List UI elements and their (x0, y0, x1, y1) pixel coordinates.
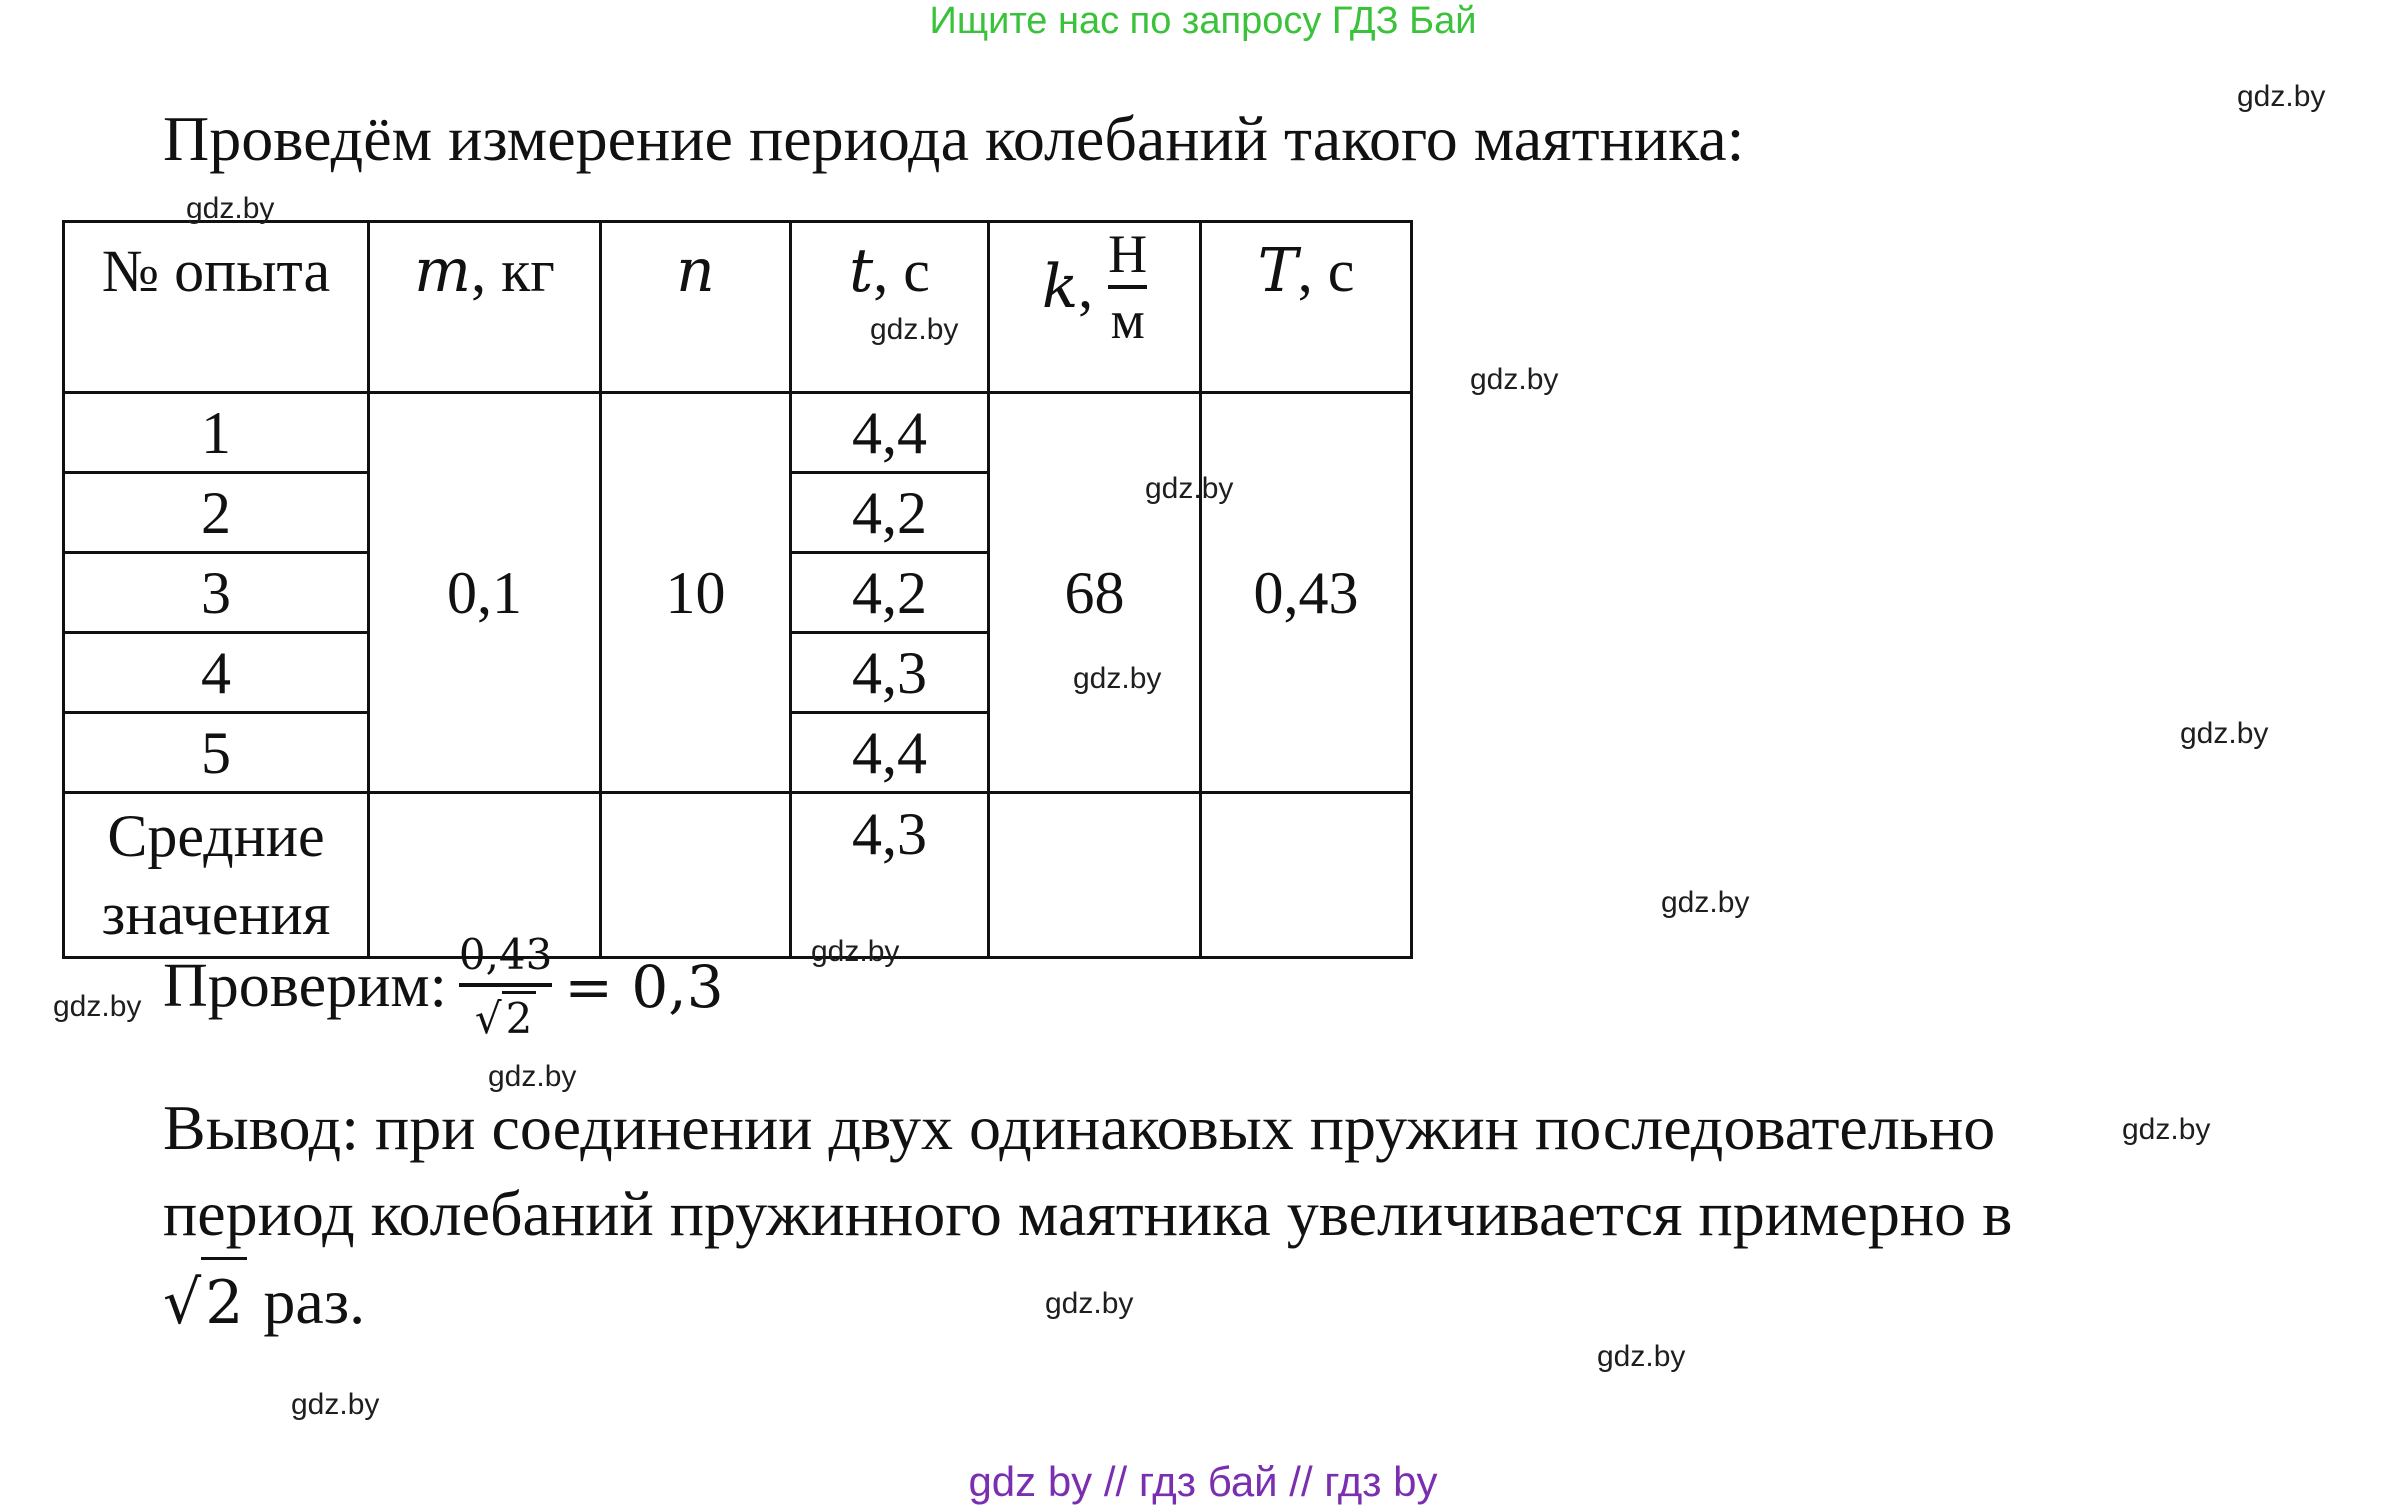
watermark: gdz.by (1145, 472, 1234, 505)
averages-label-line1: Средние (107, 803, 325, 869)
trial-number: 3 (64, 553, 369, 633)
header-mass-var: m (414, 236, 472, 306)
time-value: 4,4 (791, 713, 989, 793)
n-value: 10 (601, 393, 791, 793)
watermark: gdz.by (2180, 717, 2269, 750)
table-header-row (64, 222, 1412, 393)
table-row (64, 393, 1412, 473)
watermark: gdz.by (291, 1388, 380, 1421)
unit-meter: м (1110, 290, 1145, 350)
header-n-var: n (676, 236, 715, 306)
watermark: gdz.by (488, 1060, 577, 1093)
check-label: Проверим: (163, 952, 447, 1020)
measurement-table (62, 220, 1413, 959)
header-period-var: T (1257, 236, 1298, 306)
watermark: gdz.by (2237, 80, 2326, 113)
time-value: 4,2 (791, 553, 989, 633)
averages-period-empty (1201, 793, 1412, 958)
check-denominator (475, 991, 537, 1043)
period-value: 0,43 (1201, 393, 1412, 793)
header-stiffness-unit (1108, 224, 1148, 350)
trial-number: 5 (64, 713, 369, 793)
sqrt-icon: √ (163, 1268, 202, 1338)
time-value: 4,4 (791, 393, 989, 473)
header-period-unit: , с (1297, 238, 1355, 304)
banner[interactable]: Ищите нас по запросу ГДЗ Бай (929, 0, 1477, 42)
watermark: gdz.by (811, 935, 900, 968)
check-formula (163, 930, 724, 1043)
conclusion-text: Вывод: при соединении двух одинаковых пружин последовательно период колебаний пружинного маятника увеличивается примерно в (163, 1092, 2013, 1249)
watermark: gdz.by (1073, 662, 1162, 695)
header-time-var: t (849, 236, 874, 306)
watermark: gdz.by (870, 313, 959, 346)
time-value: 4,3 (791, 633, 989, 713)
header-mass (369, 222, 601, 393)
fraction-bar (459, 983, 553, 987)
unit-newton: Н (1108, 224, 1148, 284)
time-value: 4,2 (791, 473, 989, 553)
header-trial (64, 222, 369, 393)
check-numerator: 0,43 (458, 930, 553, 979)
trial-number: 2 (64, 473, 369, 553)
check-sqrt-arg: 2 (502, 991, 537, 1043)
conclusion-sqrt-arg: 2 (201, 1257, 247, 1346)
check-fraction (459, 930, 553, 1043)
header-time (791, 222, 989, 393)
header-mass-unit: , кг (471, 238, 555, 304)
header-stiffness-sep: , (1078, 254, 1094, 320)
trial-number: 4 (64, 633, 369, 713)
watermark: gdz.by (53, 990, 142, 1023)
watermark: gdz.by (1597, 1340, 1686, 1373)
fraction-bar (1108, 285, 1147, 289)
check-result: = 0,3 (564, 952, 724, 1021)
watermark: gdz.by (2122, 1113, 2211, 1146)
header-trial-label: № опыта (101, 238, 331, 304)
stiffness-value: 68 (989, 393, 1201, 793)
averages-stiffness-empty (989, 793, 1201, 958)
watermark: gdz.by (1661, 886, 1750, 919)
intro-text: Проведём измерение периода колебаний такого маятника: (163, 103, 1745, 174)
trial-number: 1 (64, 393, 369, 473)
header-stiffness (989, 222, 1201, 393)
header-period (1201, 222, 1412, 393)
header-time-unit: , с (873, 238, 930, 304)
sqrt-icon: √ (474, 994, 502, 1043)
averages-label-line2: значения (101, 881, 331, 947)
conclusion-tail: раз. (263, 1266, 366, 1337)
header-n (601, 222, 791, 393)
watermark: gdz.by (1045, 1287, 1134, 1320)
watermark: gdz.by (186, 192, 275, 225)
mass-value: 0,1 (369, 393, 601, 793)
watermark: gdz.by (1470, 363, 1559, 396)
conclusion (163, 1085, 2123, 1346)
average-time-value: 4,3 (791, 793, 989, 958)
header-stiffness-var: k (1041, 252, 1079, 322)
conclusion-sqrt (163, 1257, 247, 1346)
footer-links[interactable]: gdz by // гдз бай // гдз by (968, 1458, 1438, 1505)
